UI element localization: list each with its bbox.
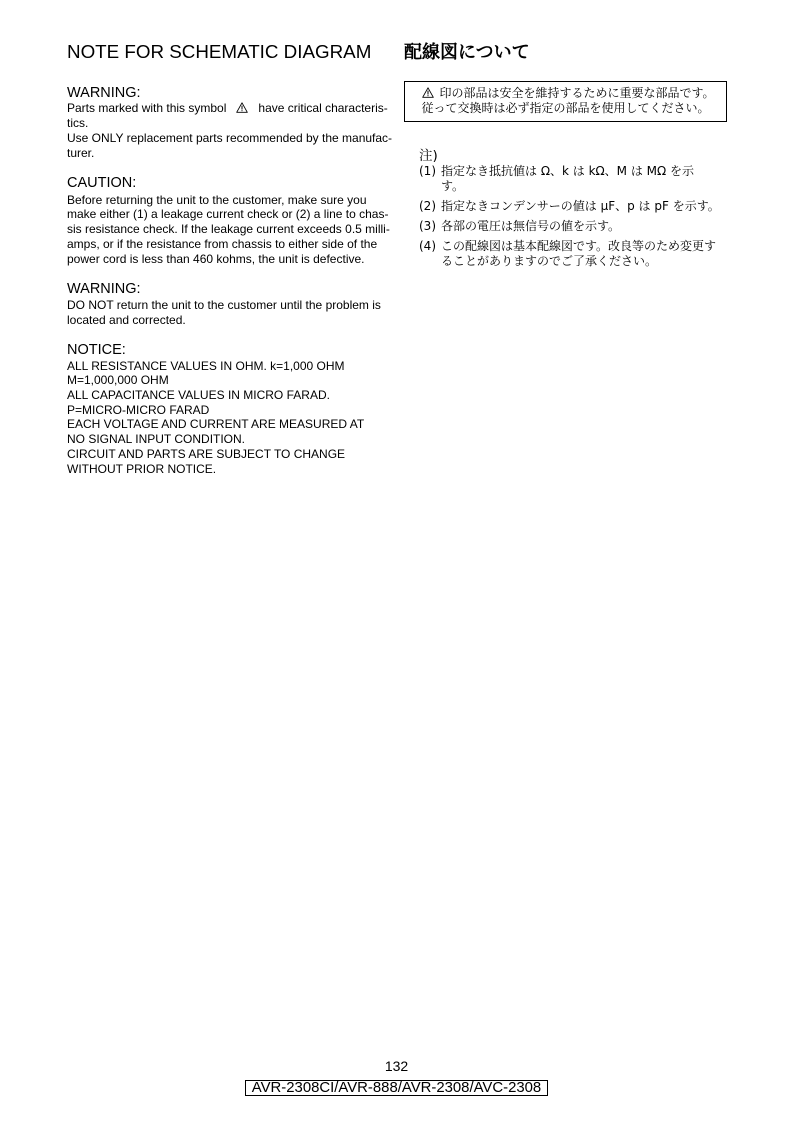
model-number-box: AVR-2308CI/AVR-888/AVR-2308/AVC-2308	[245, 1080, 548, 1096]
page-title-japanese: 配線図について	[404, 42, 530, 63]
box-line-text: 印の部品は安全を維持するために重要な部品です。	[439, 86, 715, 100]
paragraph-line: Before returning the unit to the customer, make sure you	[67, 192, 367, 207]
box-line: 従って交換時は必ず指定の部品を使用してください。	[421, 101, 710, 115]
paragraph-line: Use ONLY replacement parts recommended by the manufac-	[67, 130, 393, 145]
note-item	[419, 239, 716, 270]
note-number: (1)	[419, 163, 436, 178]
warning-triangle-icon	[236, 102, 248, 113]
note-item	[419, 199, 720, 215]
paragraph-line: tics.	[67, 115, 89, 130]
paragraph-line: DO NOT return the unit to the customer until the problem is	[67, 297, 381, 312]
symbol-sentence-start: Parts marked with this symbol	[67, 100, 227, 115]
note-number: (4)	[419, 238, 436, 253]
paragraph-line: turer.	[67, 145, 95, 160]
paragraph-line: ALL CAPACITANCE VALUES IN MICRO FARAD.	[67, 388, 330, 402]
paragraph-line: NO SIGNAL INPUT CONDITION.	[67, 432, 246, 447]
warning-heading: WARNING:	[67, 84, 141, 101]
page-title-english: NOTE FOR SCHEMATIC DIAGRAM	[67, 41, 372, 62]
paragraph-line: ALL RESISTANCE VALUES IN OHM. k=1,000 OHM	[67, 358, 345, 373]
warning-heading: WARNING:	[67, 280, 141, 297]
warning-triangle-icon	[422, 87, 434, 98]
notes-heading: 注)	[419, 148, 438, 164]
notice-heading: NOTICE:	[67, 341, 126, 358]
page-number: 132	[384, 1058, 409, 1074]
paragraph-line: power cord is less than 460 kohms, the unit is defective.	[67, 251, 365, 266]
note-text	[441, 199, 720, 215]
note-item	[419, 164, 694, 195]
paragraph-line: P=MICRO-MICRO FARAD	[67, 402, 210, 417]
paragraph-line: EACH VOLTAGE AND CURRENT ARE MEASURED AT	[67, 417, 365, 432]
safety-notice-box	[404, 81, 727, 122]
paragraph-line: make either (1) a leakage current check or (2) a line to chas-	[67, 207, 389, 222]
note-line: 指定なきコンデンサーの値は μF、p は pF を示す。	[441, 198, 720, 213]
note-line: この配線図は基本配線図です。改良等のため変更す	[441, 238, 717, 253]
box-line	[422, 86, 727, 101]
warning-paragraph	[67, 101, 392, 161]
paragraph-line: amps, or if the resistance from chassis to either side of the	[67, 236, 378, 251]
caution-heading: CAUTION:	[67, 174, 137, 191]
paragraph-line: CIRCUIT AND PARTS ARE SUBJECT TO CHANGE	[67, 446, 346, 461]
note-text	[441, 164, 694, 195]
note-line: ることがありますのでご了承ください。	[441, 254, 658, 268]
paragraph-line: M=1,000,000 OHM	[67, 373, 169, 388]
note-item	[419, 219, 620, 235]
note-number: (3)	[419, 218, 436, 233]
paragraph-line: WITHOUT PRIOR NOTICE.	[67, 461, 217, 476]
note-text	[441, 239, 716, 270]
paragraph-line	[67, 101, 392, 116]
notice-paragraph	[67, 359, 364, 477]
note-line: す。	[441, 179, 465, 193]
paragraph-line: located and corrected.	[67, 312, 186, 327]
note-line: 指定なき抵抗値は Ω、k は kΩ、M は MΩ を示	[441, 163, 695, 178]
note-line: 各部の電圧は無信号の値を示す。	[441, 218, 621, 233]
note-number: (2)	[419, 198, 436, 213]
note-text	[441, 219, 620, 235]
paragraph-line: sis resistance check. If the leakage current exceeds 0.5 milli-	[67, 222, 390, 237]
caution-paragraph	[67, 193, 390, 267]
symbol-sentence-end: have critical characteris-	[258, 100, 388, 115]
warning-paragraph	[67, 298, 381, 328]
